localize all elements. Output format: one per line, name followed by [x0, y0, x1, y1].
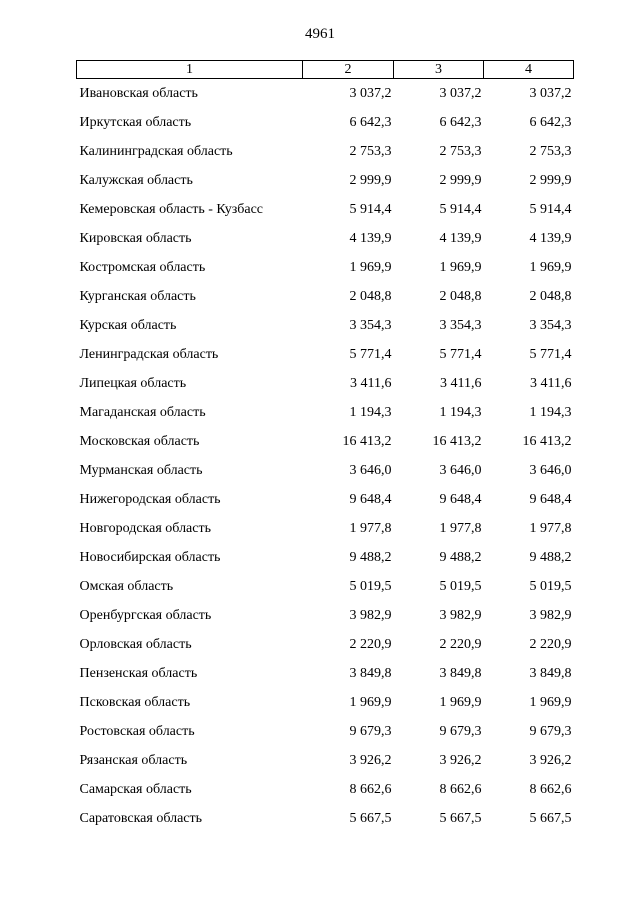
value-cell-col3: 5 667,5 [439, 810, 482, 826]
value-cell-col4: 3 646,0 [529, 462, 572, 478]
value-cell-col4: 9 679,3 [529, 723, 572, 739]
region-name-cell: Нижегородская область [79, 491, 221, 507]
value-cell-col4: 3 982,9 [529, 607, 572, 623]
table-body [77, 79, 574, 834]
value-cell-col4: 1 969,9 [529, 694, 572, 710]
value-cell-col2: 3 849,8 [349, 665, 392, 681]
value-cell-col4: 9 648,4 [529, 491, 572, 507]
value-cell-col4: 3 037,2 [529, 85, 572, 101]
header-row [77, 61, 574, 79]
value-cell-col4: 3 849,8 [529, 665, 572, 681]
table-row [77, 137, 574, 166]
value-cell-col2: 3 411,6 [350, 375, 392, 391]
table-row [77, 456, 574, 485]
value-cell-col4: 2 753,3 [529, 143, 572, 159]
value-cell-col2: 3 037,2 [349, 85, 392, 101]
table-row [77, 485, 574, 514]
region-name-cell: Московская область [79, 433, 200, 449]
region-name-cell: Калужская область [79, 172, 193, 188]
table-row [77, 630, 574, 659]
value-cell-col3: 6 642,3 [439, 114, 482, 130]
value-cell-col2: 9 648,4 [349, 491, 392, 507]
value-cell-col2: 1 969,9 [349, 694, 392, 710]
region-name-cell: Омская область [79, 578, 174, 594]
value-cell-col4: 5 771,4 [529, 346, 572, 362]
region-name-cell: Ивановская область [79, 85, 198, 101]
region-name-cell: Пензенская область [79, 665, 198, 681]
value-cell-col2: 2 753,3 [349, 143, 392, 159]
column-header-4: 4 [484, 61, 574, 79]
value-cell-col2: 8 662,6 [349, 781, 392, 797]
value-cell-col3: 2 048,8 [439, 288, 482, 304]
value-cell-col2: 2 048,8 [349, 288, 392, 304]
value-cell-col4: 2 999,9 [529, 172, 572, 188]
region-name-cell: Курганская область [79, 288, 196, 304]
value-cell-col3: 9 648,4 [439, 491, 482, 507]
value-cell-col3: 9 679,3 [439, 723, 482, 739]
value-cell-col2: 3 982,9 [349, 607, 392, 623]
value-cell-col4: 1 977,8 [529, 520, 572, 536]
value-cell-col3: 1 969,9 [439, 259, 482, 275]
value-cell-col4: 1 969,9 [529, 259, 572, 275]
page-number: 4961 [305, 26, 335, 42]
value-cell-col4: 5 914,4 [529, 201, 572, 217]
value-cell-col2: 6 642,3 [349, 114, 392, 130]
table-row [77, 166, 574, 195]
value-cell-col2: 5 771,4 [349, 346, 392, 362]
value-cell-col3: 5 019,5 [439, 578, 482, 594]
table-row [77, 746, 574, 775]
value-cell-col3: 5 771,4 [439, 346, 482, 362]
value-cell-col2: 1 969,9 [349, 259, 392, 275]
value-cell-col4: 1 194,3 [529, 404, 572, 420]
region-name-cell: Рязанская область [79, 752, 188, 768]
value-cell-col3: 9 488,2 [439, 549, 482, 565]
value-cell-col4: 6 642,3 [529, 114, 572, 130]
value-cell-col2: 1 194,3 [349, 404, 392, 420]
table-row [77, 108, 574, 137]
column-header-3: 3 [394, 61, 484, 79]
value-cell-col2: 5 914,4 [349, 201, 392, 217]
region-name-cell: Ростовская область [79, 723, 195, 739]
region-name-cell: Новгородская область [79, 520, 211, 536]
value-cell-col3: 3 411,6 [440, 375, 482, 391]
region-name-cell: Мурманская область [79, 462, 203, 478]
table-row [77, 311, 574, 340]
region-name-cell: Кемеровская область - Кузбасс [79, 201, 264, 217]
value-cell-col3: 16 413,2 [432, 433, 482, 449]
value-cell-col4: 2 048,8 [529, 288, 572, 304]
table-row [77, 427, 574, 456]
value-cell-col3: 1 969,9 [439, 694, 482, 710]
value-cell-col3: 2 753,3 [439, 143, 482, 159]
table-row [77, 398, 574, 427]
value-cell-col3: 2 999,9 [439, 172, 482, 188]
region-name-cell: Оренбургская область [79, 607, 212, 623]
value-cell-col3: 8 662,6 [439, 781, 482, 797]
value-cell-col4: 3 354,3 [529, 317, 572, 333]
value-cell-col2: 3 926,2 [349, 752, 392, 768]
value-cell-col3: 3 354,3 [439, 317, 482, 333]
region-name-cell: Костромская область [79, 259, 206, 275]
value-cell-col2: 2 999,9 [349, 172, 392, 188]
value-cell-col2: 16 413,2 [342, 433, 392, 449]
value-cell-col3: 3 646,0 [439, 462, 482, 478]
value-cell-col3: 1 977,8 [439, 520, 482, 536]
value-cell-col2: 9 679,3 [349, 723, 392, 739]
value-cell-col2: 5 019,5 [349, 578, 392, 594]
value-cell-col2: 1 977,8 [349, 520, 392, 536]
table-row [77, 601, 574, 630]
region-name-cell: Псковская область [79, 694, 191, 710]
value-cell-col3: 1 194,3 [439, 404, 482, 420]
value-cell-col4: 3 926,2 [529, 752, 572, 768]
regions-table [76, 60, 574, 833]
table-row [77, 775, 574, 804]
region-name-cell: Новосибирская область [79, 549, 221, 565]
value-cell-col4: 3 411,6 [530, 375, 572, 391]
table-row [77, 79, 574, 109]
value-cell-col4: 5 667,5 [529, 810, 572, 826]
value-cell-col3: 3 037,2 [439, 85, 482, 101]
table-row [77, 804, 574, 833]
value-cell-col4: 2 220,9 [529, 636, 572, 652]
value-cell-col4: 9 488,2 [529, 549, 572, 565]
value-cell-col2: 9 488,2 [349, 549, 392, 565]
region-name-cell: Самарская область [79, 781, 192, 797]
region-name-cell: Ленинградская область [79, 346, 219, 362]
value-cell-col3: 4 139,9 [439, 230, 482, 246]
table-row [77, 659, 574, 688]
table-header [77, 61, 574, 79]
column-header-1: 1 [77, 61, 303, 79]
value-cell-col3: 3 926,2 [439, 752, 482, 768]
region-name-cell: Орловская область [79, 636, 192, 652]
column-header-2: 2 [303, 61, 394, 79]
value-cell-col2: 2 220,9 [349, 636, 392, 652]
region-name-cell: Кировская область [79, 230, 192, 246]
table-row [77, 340, 574, 369]
value-cell-col2: 5 667,5 [349, 810, 392, 826]
value-cell-col4: 5 019,5 [529, 578, 572, 594]
table-row [77, 282, 574, 311]
table-row [77, 572, 574, 601]
value-cell-col4: 4 139,9 [529, 230, 572, 246]
table-row [77, 514, 574, 543]
value-cell-col3: 5 914,4 [439, 201, 482, 217]
table-row [77, 688, 574, 717]
value-cell-col2: 3 354,3 [349, 317, 392, 333]
value-cell-col2: 3 646,0 [349, 462, 392, 478]
region-name-cell: Иркутская область [79, 114, 192, 130]
region-name-cell: Калининградская область [79, 143, 233, 159]
value-cell-col4: 8 662,6 [529, 781, 572, 797]
table-row [77, 717, 574, 746]
value-cell-col4: 16 413,2 [522, 433, 572, 449]
region-name-cell: Липецкая область [79, 375, 187, 391]
value-cell-col3: 3 982,9 [439, 607, 482, 623]
region-name-cell: Курская область [79, 317, 177, 333]
table-row [77, 543, 574, 572]
table-row [77, 195, 574, 224]
value-cell-col3: 2 220,9 [439, 636, 482, 652]
table-row [77, 224, 574, 253]
value-cell-col2: 4 139,9 [349, 230, 392, 246]
region-name-cell: Саратовская область [79, 810, 203, 826]
table-row [77, 369, 574, 398]
region-name-cell: Магаданская область [79, 404, 206, 420]
value-cell-col3: 3 849,8 [439, 665, 482, 681]
table-row [77, 253, 574, 282]
